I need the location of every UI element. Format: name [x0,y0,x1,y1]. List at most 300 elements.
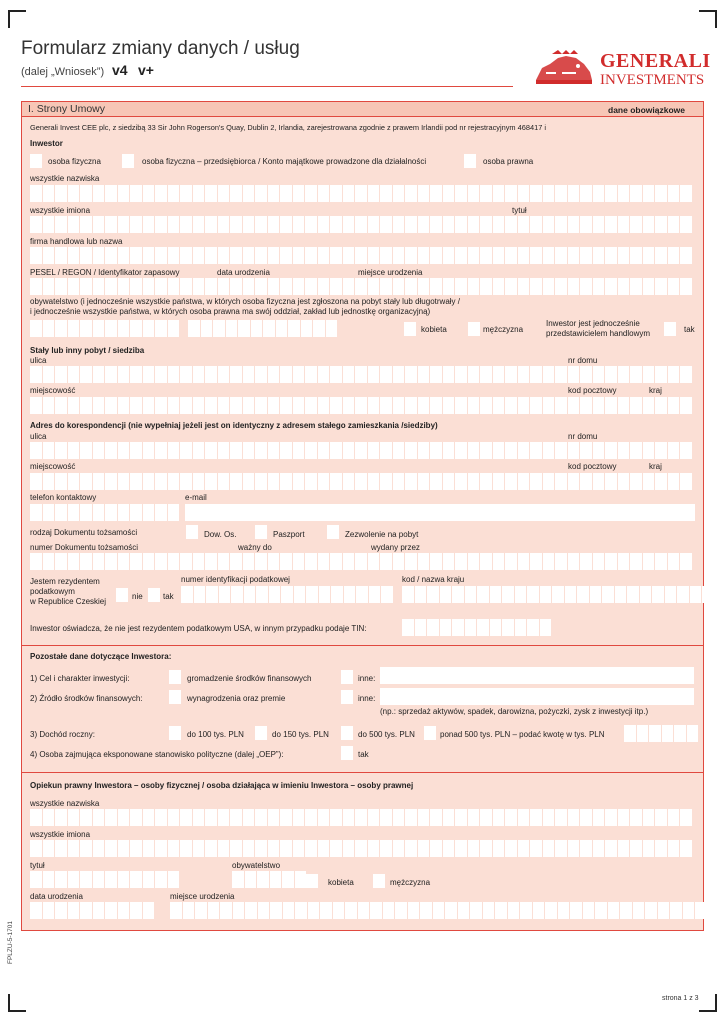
input-cell[interactable] [355,397,367,414]
input-cell[interactable] [293,840,305,857]
input-q2-other[interactable] [380,688,694,705]
input-cell[interactable] [680,247,692,264]
input-cell[interactable] [577,586,589,603]
input-cell[interactable] [580,366,592,383]
input-cell[interactable] [465,586,477,603]
input-cell[interactable] [308,902,320,919]
input-cell[interactable] [480,473,492,490]
input-cell[interactable] [593,185,605,202]
input-cell[interactable] [43,504,55,521]
input-cell[interactable] [470,902,482,919]
input-cell[interactable] [633,902,645,919]
input-cell[interactable] [618,553,630,570]
input-cell[interactable] [418,247,430,264]
input-cell[interactable] [402,586,414,603]
input-cell[interactable] [305,247,317,264]
input-cell[interactable] [130,247,142,264]
input-cell[interactable] [268,809,280,826]
input-cell[interactable] [180,278,192,295]
input-cell[interactable] [105,442,117,459]
input-cell[interactable] [280,247,292,264]
input-cell[interactable] [502,619,514,636]
input-cell[interactable] [687,725,699,742]
input-cell[interactable] [280,809,292,826]
input-cell[interactable] [393,185,405,202]
input-cell[interactable] [680,278,692,295]
input-cell[interactable] [530,442,542,459]
input-cell[interactable] [418,473,430,490]
input-cell[interactable] [570,902,582,919]
input-cell[interactable] [230,553,242,570]
input-cell[interactable] [655,809,667,826]
input-cell[interactable] [43,216,55,233]
input-cell[interactable] [649,725,661,742]
input-cell[interactable] [305,840,317,857]
input-cell[interactable] [655,366,667,383]
input-cell[interactable] [368,840,380,857]
input-cell[interactable] [643,397,655,414]
input-cell[interactable] [80,553,92,570]
input-cell[interactable] [368,397,380,414]
input-cell[interactable] [318,553,330,570]
input-cell[interactable] [305,397,317,414]
input-cell[interactable] [543,442,555,459]
input-cell[interactable] [393,397,405,414]
input-cell[interactable] [168,442,180,459]
input-cell[interactable] [180,809,192,826]
input-cell[interactable] [393,473,405,490]
input-cell[interactable] [430,366,442,383]
input-guardian-names[interactable] [30,840,692,857]
input-cell[interactable] [593,473,605,490]
input-cell[interactable] [580,809,592,826]
input-cell[interactable] [30,840,42,857]
input-cell[interactable] [255,442,267,459]
input-cell[interactable] [602,586,614,603]
input-cell[interactable] [30,397,42,414]
input-cell[interactable] [480,553,492,570]
input-cell[interactable] [30,247,42,264]
input-cell[interactable] [677,586,689,603]
input-cell[interactable] [30,442,42,459]
input-cell[interactable] [281,586,293,603]
input-cell[interactable] [443,366,455,383]
input-cell[interactable] [305,366,317,383]
input-cell[interactable] [655,840,667,857]
input-cell[interactable] [270,902,282,919]
input-cell[interactable] [505,442,517,459]
input-cell[interactable] [443,840,455,857]
input-cell[interactable] [243,216,255,233]
input-cell[interactable] [530,366,542,383]
input-cell[interactable] [668,473,680,490]
input-cell[interactable] [630,216,642,233]
input-cell[interactable] [702,586,714,603]
input-cell[interactable] [193,809,205,826]
input-cell[interactable] [655,185,667,202]
input-cell[interactable] [493,247,505,264]
input-cell[interactable] [393,840,405,857]
input-cell[interactable] [533,902,545,919]
input-cell[interactable] [255,278,267,295]
input-cell[interactable] [305,473,317,490]
input-cell[interactable] [333,902,345,919]
input-cell[interactable] [608,902,620,919]
input-cell[interactable] [405,247,417,264]
input-cell[interactable] [530,553,542,570]
input-cell[interactable] [443,809,455,826]
input-cell[interactable] [505,185,517,202]
input-cell[interactable] [243,397,255,414]
input-cell[interactable] [505,216,517,233]
input-cell[interactable] [605,397,617,414]
input-cell[interactable] [668,247,680,264]
input-cell[interactable] [93,504,105,521]
input-cell[interactable] [643,442,655,459]
input-cell[interactable] [543,247,555,264]
input-cell[interactable] [118,397,130,414]
input-cell[interactable] [593,247,605,264]
input-cell[interactable] [380,278,392,295]
input-cell[interactable] [480,840,492,857]
input-cell[interactable] [430,185,442,202]
input-cell[interactable] [255,216,267,233]
input-cell[interactable] [468,473,480,490]
input-cell[interactable] [155,278,167,295]
checkbox-id-card[interactable] [186,525,198,539]
input-cell[interactable] [381,586,393,603]
input-cell[interactable] [305,278,317,295]
input-cell[interactable] [218,397,230,414]
input-cell[interactable] [393,278,405,295]
input-cell[interactable] [674,725,686,742]
input-cell[interactable] [643,840,655,857]
input-cell[interactable] [568,553,580,570]
input-cell[interactable] [118,442,130,459]
input-cell[interactable] [343,185,355,202]
input-cell[interactable] [583,902,595,919]
input-cell[interactable] [468,397,480,414]
input-cell[interactable] [455,185,467,202]
input-cell[interactable] [355,473,367,490]
input-cell[interactable] [555,185,567,202]
input-cell[interactable] [530,809,542,826]
input-cell[interactable] [318,442,330,459]
input-cell[interactable] [518,840,530,857]
input-cell[interactable] [268,397,280,414]
checkbox-natural-person[interactable] [30,154,42,168]
input-cell[interactable] [193,185,205,202]
input-cell[interactable] [180,442,192,459]
input-cell[interactable] [105,871,117,888]
input-cell[interactable] [143,185,155,202]
input-cell[interactable] [383,902,395,919]
input-cell[interactable] [630,185,642,202]
input-cell[interactable] [630,247,642,264]
input-cell[interactable] [143,473,155,490]
input-cell[interactable] [480,397,492,414]
input-cell[interactable] [155,840,167,857]
input-cell[interactable] [343,840,355,857]
input-cell[interactable] [155,473,167,490]
input-cell[interactable] [243,473,255,490]
input-cell[interactable] [255,397,267,414]
input-cell[interactable] [143,366,155,383]
input-cell[interactable] [418,809,430,826]
input-cell[interactable] [143,216,155,233]
input-cell[interactable] [530,247,542,264]
input-guardian-birth-place[interactable] [170,902,707,919]
input-cell[interactable] [280,216,292,233]
input-cell[interactable] [293,473,305,490]
input-cell[interactable] [555,840,567,857]
input-tin[interactable] [181,586,393,603]
input-cell[interactable] [568,397,580,414]
input-cell[interactable] [593,216,605,233]
input-cell[interactable] [668,366,680,383]
input-cell[interactable] [490,586,502,603]
input-cell[interactable] [205,809,217,826]
input-guardian-surnames[interactable] [30,809,692,826]
input-cell[interactable] [565,586,577,603]
input-us-tin[interactable] [402,619,551,636]
input-cell[interactable] [330,840,342,857]
input-cell[interactable] [155,216,167,233]
input-cell[interactable] [555,366,567,383]
input-cell[interactable] [168,504,180,521]
input-cell[interactable] [256,586,268,603]
input-cell[interactable] [668,216,680,233]
input-cell[interactable] [30,473,42,490]
input-cell[interactable] [543,216,555,233]
input-cell[interactable] [630,397,642,414]
input-cell[interactable] [380,366,392,383]
input-cell[interactable] [232,871,244,888]
input-cell[interactable] [580,216,592,233]
input-cell[interactable] [155,809,167,826]
input-cell[interactable] [193,553,205,570]
checkbox-trade-rep[interactable] [664,322,676,336]
input-cell[interactable] [643,553,655,570]
input-cell[interactable] [218,442,230,459]
input-cell[interactable] [243,278,255,295]
input-cell[interactable] [493,809,505,826]
input-cell[interactable] [268,185,280,202]
input-cell[interactable] [93,320,105,337]
input-cell[interactable] [268,553,280,570]
input-cell[interactable] [668,185,680,202]
input-cell[interactable] [643,473,655,490]
input-cell[interactable] [518,442,530,459]
input-cell[interactable] [283,902,295,919]
input-cell[interactable] [305,442,317,459]
input-cell[interactable] [180,397,192,414]
input-cell[interactable] [493,397,505,414]
input-cell[interactable] [193,442,205,459]
input-cell[interactable] [345,902,357,919]
input-cell[interactable] [593,840,605,857]
input-cell[interactable] [130,809,142,826]
input-cell[interactable] [255,809,267,826]
input-cell[interactable] [630,553,642,570]
input-cell[interactable] [393,366,405,383]
input-cell[interactable] [268,366,280,383]
input-cell[interactable] [443,553,455,570]
input-cell[interactable] [330,553,342,570]
input-cell[interactable] [430,473,442,490]
input-cell[interactable] [193,247,205,264]
input-cell[interactable] [393,442,405,459]
input-cell[interactable] [493,473,505,490]
input-cell[interactable] [530,397,542,414]
input-cell[interactable] [80,871,92,888]
input-cell[interactable] [80,902,92,919]
input-cell[interactable] [593,397,605,414]
input-cell[interactable] [605,442,617,459]
input-cell[interactable] [405,473,417,490]
input-cell[interactable] [637,725,649,742]
input-cell[interactable] [520,902,532,919]
input-cell[interactable] [695,902,707,919]
input-cell[interactable] [208,902,220,919]
input-cell[interactable] [645,902,657,919]
input-cell[interactable] [43,278,55,295]
input-cell[interactable] [255,473,267,490]
input-cell[interactable] [543,840,555,857]
input-cell[interactable] [318,366,330,383]
input-cell[interactable] [662,725,674,742]
input-cell[interactable] [280,840,292,857]
input-cell[interactable] [130,871,142,888]
input-cell[interactable] [80,247,92,264]
input-cell[interactable] [658,902,670,919]
input-cell[interactable] [618,840,630,857]
input-cell[interactable] [355,247,367,264]
input-cell[interactable] [295,871,307,888]
input-cell[interactable] [505,553,517,570]
input-cell[interactable] [55,278,67,295]
input-cell[interactable] [193,397,205,414]
input-cell[interactable] [293,553,305,570]
input-cell[interactable] [155,397,167,414]
input-cell[interactable] [180,840,192,857]
input-cell[interactable] [593,366,605,383]
input-cell[interactable] [255,366,267,383]
input-cell[interactable] [630,442,642,459]
input-cell[interactable] [683,902,695,919]
input-guardian-title[interactable] [30,871,179,888]
input-cell[interactable] [230,840,242,857]
input-cell[interactable] [243,366,255,383]
input-cell[interactable] [455,809,467,826]
input-cell[interactable] [568,366,580,383]
input-cell[interactable] [205,366,217,383]
input-cell[interactable] [293,366,305,383]
input-cell[interactable] [493,442,505,459]
input-cell[interactable] [493,553,505,570]
input-cell[interactable] [508,902,520,919]
input-cell[interactable] [643,216,655,233]
input-cell[interactable] [368,216,380,233]
input-cell[interactable] [343,278,355,295]
input-cell[interactable] [543,553,555,570]
input-cell[interactable] [251,320,263,337]
input-cell[interactable] [605,366,617,383]
input-cell[interactable] [105,247,117,264]
input-cell[interactable] [80,278,92,295]
input-cell[interactable] [93,278,105,295]
input-cell[interactable] [305,809,317,826]
input-cell[interactable] [230,216,242,233]
input-cell[interactable] [218,366,230,383]
input-cell[interactable] [430,397,442,414]
input-cell[interactable] [80,442,92,459]
input-cell[interactable] [618,216,630,233]
input-cell[interactable] [330,278,342,295]
input-cell[interactable] [43,442,55,459]
input-cell[interactable] [680,840,692,857]
input-cell[interactable] [643,247,655,264]
input-cell[interactable] [430,216,442,233]
input-all-names[interactable] [30,216,692,233]
checkbox-q2-other[interactable] [341,690,353,704]
input-cell[interactable] [55,553,67,570]
input-pesel[interactable] [30,278,692,295]
input-country-code[interactable] [402,586,714,603]
input-cell[interactable] [430,278,442,295]
input-cell[interactable] [93,185,105,202]
input-cell[interactable] [605,247,617,264]
input-cell[interactable] [643,278,655,295]
input-cell[interactable] [68,397,80,414]
input-cell[interactable] [293,216,305,233]
input-cell[interactable] [555,278,567,295]
input-cell[interactable] [105,397,117,414]
input-cell[interactable] [518,185,530,202]
input-cell[interactable] [343,809,355,826]
input-cell[interactable] [680,553,692,570]
input-cell[interactable] [418,278,430,295]
input-cell[interactable] [568,216,580,233]
input-cell[interactable] [30,185,42,202]
input-cell[interactable] [55,871,67,888]
input-cell[interactable] [30,216,42,233]
input-cell[interactable] [355,278,367,295]
input-cell[interactable] [194,586,206,603]
input-cell[interactable] [430,442,442,459]
input-cell[interactable] [155,247,167,264]
input-cell[interactable] [43,871,55,888]
input-cell[interactable] [618,185,630,202]
input-cell[interactable] [418,840,430,857]
input-cell[interactable] [118,504,130,521]
input-guardian-citizenship[interactable] [232,871,306,888]
input-cell[interactable] [618,397,630,414]
input-cell[interactable] [580,553,592,570]
input-cell[interactable] [443,397,455,414]
input-cell[interactable] [568,809,580,826]
input-cell[interactable] [168,553,180,570]
input-cell[interactable] [218,278,230,295]
input-cell[interactable] [630,366,642,383]
input-cell[interactable] [368,442,380,459]
input-cell[interactable] [105,366,117,383]
input-cell[interactable] [330,397,342,414]
input-cell[interactable] [193,216,205,233]
input-cell[interactable] [443,216,455,233]
input-cell[interactable] [118,216,130,233]
input-cell[interactable] [518,366,530,383]
